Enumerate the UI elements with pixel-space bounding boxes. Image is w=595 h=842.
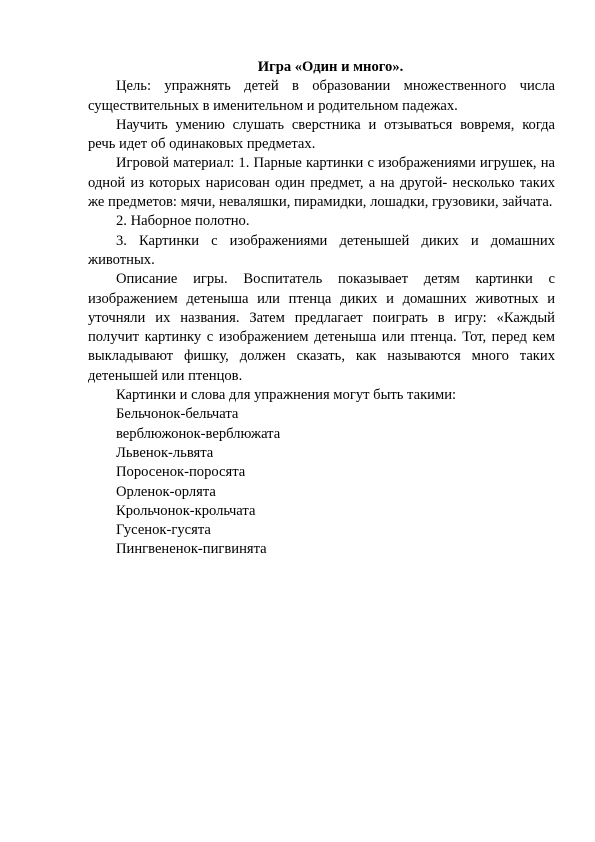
- skill-paragraph: Научить умению слушать сверстника и отзываться вовремя, когда речь идет об одинаковых предметах.: [88, 116, 555, 153]
- goal-paragraph: Цель: упражнять детей в образовании множественного числа существительных в именительном и родительном падежах.: [88, 78, 555, 114]
- list-item: Поросенок-поросята: [116, 464, 246, 481]
- game-description-paragraph: Описание игры. Воспитатель показывает детям картинки с изображением детеныша или птенца диких и домашних животных и уточняли их названия. Затем предлагает поиграть в игру: «Каждый получит картинку с изображением детеныша или птенца. Тот, перед кем выкладывают фишку, должен сказать, как называются много таких детенышей или птенцов.: [88, 271, 555, 384]
- material-item-3: 3. Картинки с изображениями детенышей диких и домашних животных.: [88, 232, 555, 268]
- list-item: Крольчонок-крольчата: [116, 502, 256, 519]
- document-body: [88, 58, 555, 560]
- list-item: верблюжонок-верблюжата: [116, 425, 281, 442]
- list-item: Гусенок-гусята: [116, 522, 211, 539]
- list-item: Бельчонок-бельчата: [116, 406, 239, 423]
- material-paragraph: Игровой материал: 1. Парные картинки с изображениями игрушек, на одной из которых нарисован один предмет, а на другой- несколько таких же предметов: мячи, неваляшки, пирамидки, лошадки, грузовики, зайчата.: [88, 155, 555, 211]
- list-item: Львенок-львята: [116, 444, 214, 461]
- document-title: Игра «Один и много».: [257, 59, 404, 75]
- word-list-intro: Картинки и слова для упражнения могут быть такими:: [116, 387, 457, 404]
- material-item-2: 2. Наборное полотно.: [116, 213, 250, 230]
- list-item: Орленок-орлята: [116, 483, 216, 500]
- list-item: Пингвененок-пигвинята: [116, 541, 267, 558]
